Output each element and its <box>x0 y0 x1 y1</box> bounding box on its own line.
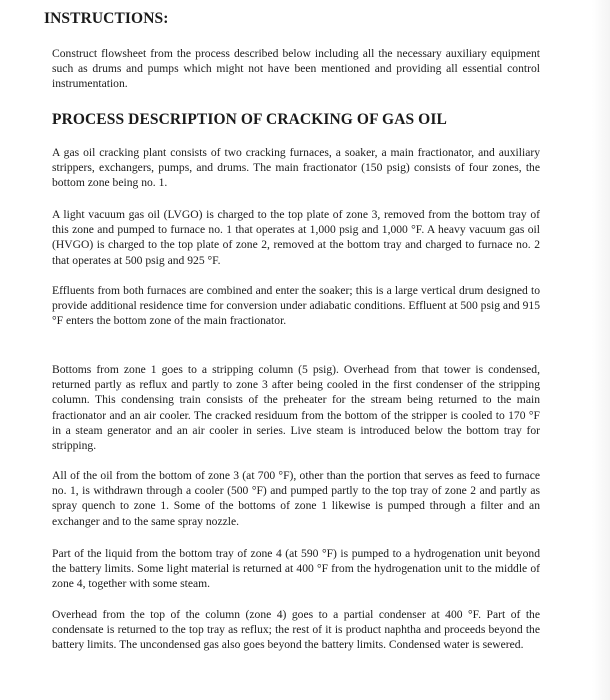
paragraph-text: A light vacuum gas oil (LVGO) is charged to the top plate of zone 3, removed from the bottom tray of this zone and pumped to furnace no. 1 that operates at 1,000 psig and 1,000 °F. A heavy vacuum gas oil (HVGO) is charged to the top plate of zone 2, removed at the bottom tray and charged to furnace no. 2 that operates at 500 psig and 925 °F. <box>52 208 540 267</box>
paragraph-text: All of the oil from the bottom of zone 3 (at 700 °F), other than the portion that serves as feed to furnace no. 1, is withdrawn through a cooler (500 °F) and pumped partly to the top tray of zone 2 and partly as spray quench to zone 1. Some of the bottoms of zone 1 likewise is pumped through a filter and an exchanger and to the same spray nozzle. <box>52 469 540 528</box>
paragraph-text: Bottoms from zone 1 goes to a stripping column (5 psig). Overhead from that tower is condensed, returned partly as reflux and partly to zone 3 after being cooled in the first condenser of the stripping column. This condensing train consists of the preheater for the stream being returned to the main fractionator and an air cooler. The cracked residuum from the bottom of the stripper is cooled to 170 °F in a steam generator and an air cooler in series. Live steam is introduced below the bottom tray for stripping. <box>52 363 540 453</box>
paragraph-overhead <box>52 607 540 653</box>
paragraph-soaker <box>52 283 540 329</box>
instructions-heading: INSTRUCTIONS: <box>44 10 169 27</box>
instructions-text: Construct flowsheet from the process described below including all the necessary auxiliary equipment such as drums and pumps which might not have been mentioned and providing all essential control instrumentation. <box>52 47 540 91</box>
paragraph-stripping-column <box>52 362 540 453</box>
paragraph-text: Part of the liquid from the bottom tray of zone 4 (at 590 °F) is pumped to a hydrogenation unit beyond the battery limits. Some light material is returned at 400 °F from the hydrogenation unit to the middle of zone 4, together with some steam. <box>52 547 540 591</box>
paragraph-zone4-liquid <box>52 546 540 592</box>
paragraph-overview <box>52 145 540 191</box>
paragraph-lvgo-hvgo <box>52 207 540 268</box>
paragraph-text: Effluents from both furnaces are combined and enter the soaker; this is a large vertical drum designed to provide additional residence time for conversion under adiabatic conditions. Effluent at 500 psig and 915 °F enters the bottom zone of the main fractionator. <box>52 284 540 328</box>
instructions-paragraph <box>52 46 540 92</box>
process-description-heading: PROCESS DESCRIPTION OF CRACKING OF GAS OIL <box>52 111 447 128</box>
paragraph-text: Overhead from the top of the column (zone 4) goes to a partial condenser at 400 °F. Part of the condensate is returned to the top tray as reflux; the rest of it is product naphtha and proceeds beyond the battery limits. The uncondensed gas also goes beyond the battery limits. Condensed water is sewered. <box>52 608 540 652</box>
page-edge-shadow <box>592 0 610 700</box>
paragraph-text: A gas oil cracking plant consists of two cracking furnaces, a soaker, a main fractionator, and auxiliary strippers, exchangers, pumps, and drums. The main fractionator (150 psig) consists of four zones, the bottom zone being no. 1. <box>52 146 540 190</box>
paragraph-zone3-oil <box>52 468 540 529</box>
